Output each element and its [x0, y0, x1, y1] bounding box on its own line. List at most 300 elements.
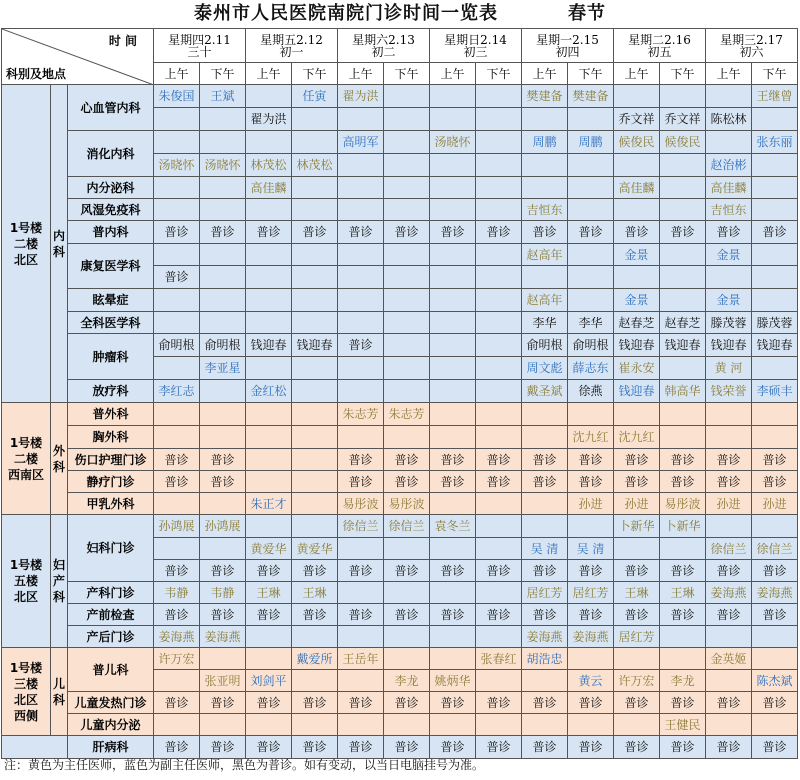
doctor-cell	[384, 582, 430, 604]
doctor-cell	[292, 493, 338, 515]
am-header: 上午	[246, 63, 292, 85]
doctor-cell: 普诊	[706, 604, 752, 626]
doctor-cell	[660, 626, 706, 648]
doctor-cell: 普诊	[568, 604, 614, 626]
doctor-cell: 普诊	[614, 560, 660, 582]
doctor-cell: 普诊	[200, 736, 246, 759]
dept-cell: 消化内科	[68, 131, 154, 177]
doctor-cell: 普诊	[476, 604, 522, 626]
schedule-row	[2, 131, 798, 154]
doctor-cell	[338, 244, 384, 266]
doctor-cell	[752, 626, 798, 648]
doctor-cell	[246, 266, 292, 289]
schedule-row	[2, 493, 798, 515]
doctor-cell	[522, 177, 568, 199]
doctor-cell	[476, 334, 522, 357]
doctor-cell: 普诊	[384, 449, 430, 471]
doctor-cell	[384, 131, 430, 154]
doctor-cell	[752, 357, 798, 380]
schedule-row	[2, 515, 798, 538]
doctor-cell: 金红松	[246, 380, 292, 403]
dept-cell: 眩晕症	[68, 289, 154, 312]
am-header: 上午	[338, 63, 384, 85]
doctor-cell	[200, 131, 246, 154]
doctor-cell: 黄云	[568, 670, 614, 692]
doctor-cell: 普诊	[522, 449, 568, 471]
doctor-cell	[752, 289, 798, 312]
doctor-cell: 钱迎春	[660, 334, 706, 357]
doctor-cell	[706, 714, 752, 736]
doctor-cell	[568, 199, 614, 221]
weekday-label: 星期四2.11	[168, 32, 231, 47]
doctor-cell: 韦静	[200, 582, 246, 604]
doctor-cell: 李亚星	[200, 357, 246, 380]
schedule-row	[2, 714, 798, 736]
doctor-cell: 普诊	[660, 604, 706, 626]
doctor-cell: 普诊	[338, 221, 384, 244]
doctor-cell	[154, 426, 200, 449]
lunar-label: 初四	[555, 44, 580, 59]
doctor-cell	[660, 426, 706, 449]
doctor-cell	[384, 380, 430, 403]
dept-cell: 儿童内分泌	[68, 714, 154, 736]
time-label: 时 间	[108, 34, 137, 48]
schedule-row	[2, 312, 798, 334]
doctor-cell	[476, 582, 522, 604]
doctor-cell	[384, 648, 430, 670]
doctor-cell	[752, 244, 798, 266]
doctor-cell: 普诊	[476, 471, 522, 493]
dept-cell: 甲乳外科	[68, 493, 154, 515]
am-header: 上午	[154, 63, 200, 85]
doctor-cell	[476, 289, 522, 312]
schedule-row	[2, 648, 798, 670]
doctor-cell	[154, 131, 200, 154]
footer-note: 注：黄色为主任医师，蓝色为副主任医师，黑色为普诊。如有变动，以当日电脑挂号为准。	[4, 758, 485, 772]
doctor-cell	[292, 131, 338, 154]
doctor-cell	[752, 648, 798, 670]
doctor-cell: 金景	[706, 289, 752, 312]
dept-cell: 普儿科	[68, 648, 154, 692]
doctor-cell: 普诊	[430, 692, 476, 714]
doctor-cell	[430, 312, 476, 334]
doctor-cell	[660, 85, 706, 108]
doctor-cell	[292, 380, 338, 403]
doctor-cell	[476, 515, 522, 538]
dept-cell: 普内科	[68, 221, 154, 244]
doctor-cell: 樊建备	[568, 85, 614, 108]
doctor-cell: 高佳麟	[706, 177, 752, 199]
doctor-cell	[384, 85, 430, 108]
doctor-cell: 普诊	[568, 560, 614, 582]
doctor-cell: 赵高年	[522, 244, 568, 266]
building-cell: 1号楼 三楼 北区 西侧	[2, 648, 51, 736]
doctor-cell: 戴圣斌	[522, 380, 568, 403]
doctor-cell: 樊建备	[522, 85, 568, 108]
doctor-cell: 普诊	[292, 560, 338, 582]
doctor-cell	[752, 199, 798, 221]
doctor-cell: 普诊	[384, 604, 430, 626]
schedule-row	[2, 380, 798, 403]
doctor-cell: 崔永安	[614, 357, 660, 380]
doctor-cell	[568, 177, 614, 199]
weekday-label: 星期二2.16	[628, 32, 691, 47]
schedule-row	[2, 199, 798, 221]
doctor-cell: 孙进	[752, 493, 798, 515]
doctor-cell: 王琳	[660, 582, 706, 604]
doctor-cell: 普诊	[660, 449, 706, 471]
doctor-cell	[200, 199, 246, 221]
doctor-cell	[706, 266, 752, 289]
doctor-cell	[430, 493, 476, 515]
dept-cell: 产前检查	[68, 604, 154, 626]
doctor-cell	[292, 357, 338, 380]
dept-cell: 放疗科	[68, 380, 154, 403]
doctor-cell	[476, 626, 522, 648]
doctor-cell: 孙进	[614, 493, 660, 515]
doctor-cell: 吴 清	[568, 538, 614, 560]
doctor-cell	[476, 493, 522, 515]
doctor-cell	[568, 108, 614, 131]
doctor-cell: 刘剑平	[246, 670, 292, 692]
doctor-cell	[568, 154, 614, 177]
lunar-label: 初六	[739, 44, 764, 59]
doctor-cell	[430, 403, 476, 426]
doctor-cell: 滕茂蓉	[706, 312, 752, 334]
doctor-cell: 许万宏	[614, 670, 660, 692]
doctor-cell	[476, 538, 522, 560]
doctor-cell: 徐信兰	[706, 538, 752, 560]
doctor-cell: 韦静	[154, 582, 200, 604]
doctor-cell: 陈松林	[706, 108, 752, 131]
doctor-cell	[660, 244, 706, 266]
doctor-cell	[476, 266, 522, 289]
doctor-cell	[200, 426, 246, 449]
doctor-cell: 普诊	[246, 560, 292, 582]
lunar-label: 初一	[279, 44, 304, 59]
doctor-cell: 普诊	[476, 449, 522, 471]
schedule-row	[2, 177, 798, 199]
doctor-cell	[476, 312, 522, 334]
doctor-cell: 普诊	[752, 692, 798, 714]
doctor-cell: 普诊	[430, 221, 476, 244]
doctor-cell: 卜新华	[614, 515, 660, 538]
doctor-cell	[154, 289, 200, 312]
doctor-cell	[384, 426, 430, 449]
doctor-cell	[660, 266, 706, 289]
doctor-cell	[384, 289, 430, 312]
doctor-cell	[614, 714, 660, 736]
doctor-cell: 普诊	[568, 736, 614, 759]
doctor-cell	[154, 177, 200, 199]
doctor-cell: 普诊	[430, 449, 476, 471]
doctor-cell	[752, 426, 798, 449]
doctor-cell: 普诊	[200, 471, 246, 493]
doctor-cell: 普诊	[614, 736, 660, 759]
day-header	[522, 29, 614, 63]
doctor-cell	[384, 199, 430, 221]
schedule-row	[2, 85, 798, 108]
header-days-row	[2, 29, 798, 63]
doctor-cell	[154, 403, 200, 426]
lunar-label: 初五	[647, 44, 672, 59]
doctor-cell: 俞明根	[154, 334, 200, 357]
doctor-cell: 普诊	[706, 736, 752, 759]
doctor-cell: 普诊	[660, 560, 706, 582]
dept-cell: 伤口护理门诊	[68, 449, 154, 471]
doctor-cell: 普诊	[246, 221, 292, 244]
doctor-cell: 王琳	[292, 582, 338, 604]
doctor-cell: 普诊	[522, 604, 568, 626]
doctor-cell	[154, 312, 200, 334]
doctor-cell	[200, 714, 246, 736]
doctor-cell: 普诊	[660, 692, 706, 714]
doctor-cell: 沈九红	[614, 426, 660, 449]
doctor-cell: 易彤波	[338, 493, 384, 515]
dept-cell: 肝病科	[68, 736, 154, 759]
schedule-row	[2, 626, 798, 648]
schedule-row	[2, 582, 798, 604]
doctor-cell: 普诊	[660, 736, 706, 759]
doctor-cell: 普诊	[522, 736, 568, 759]
doctor-cell	[338, 289, 384, 312]
doctor-cell	[614, 403, 660, 426]
title-text: 泰州市人民医院南院门诊时间一览表	[194, 3, 498, 24]
doctor-cell	[292, 266, 338, 289]
doctor-cell: 徐信兰	[752, 538, 798, 560]
doctor-cell: 普诊	[246, 604, 292, 626]
doctor-cell: 袁冬兰	[430, 515, 476, 538]
doctor-cell	[246, 471, 292, 493]
doctor-cell	[430, 108, 476, 131]
category-cell: 儿 科	[51, 648, 68, 736]
doctor-cell	[338, 714, 384, 736]
doctor-cell: 普诊	[292, 221, 338, 244]
day-header	[154, 29, 246, 63]
doctor-cell: 翟为洪	[246, 108, 292, 131]
doctor-cell: 王琳	[614, 582, 660, 604]
doctor-cell	[154, 538, 200, 560]
doctor-cell	[660, 538, 706, 560]
doctor-cell	[292, 515, 338, 538]
doctor-cell: 普诊	[430, 471, 476, 493]
doctor-cell: 易彤波	[660, 493, 706, 515]
doctor-cell: 钱迎春	[614, 380, 660, 403]
doctor-cell: 普诊	[154, 471, 200, 493]
weekday-label: 星期五2.12	[260, 32, 323, 47]
doctor-cell	[292, 108, 338, 131]
doctor-cell: 姜海燕	[200, 626, 246, 648]
doctor-cell	[384, 312, 430, 334]
doctor-cell: 高明军	[338, 131, 384, 154]
doctor-cell	[384, 626, 430, 648]
doctor-cell: 汤晓怀	[154, 154, 200, 177]
doctor-cell: 普诊	[292, 736, 338, 759]
doctor-cell	[200, 538, 246, 560]
doctor-cell	[246, 85, 292, 108]
doctor-cell: 普诊	[430, 736, 476, 759]
doctor-cell: 孙进	[568, 493, 614, 515]
doctor-cell: 普诊	[246, 736, 292, 759]
doctor-cell: 钱迎春	[246, 334, 292, 357]
doctor-cell: 金景	[614, 289, 660, 312]
doctor-cell: 普诊	[292, 604, 338, 626]
doctor-cell	[522, 154, 568, 177]
pm-header: 下午	[752, 63, 798, 85]
doctor-cell: 普诊	[200, 692, 246, 714]
schedule-row	[2, 221, 798, 244]
doctor-cell	[338, 177, 384, 199]
doctor-cell: 普诊	[706, 449, 752, 471]
doctor-cell	[476, 244, 522, 266]
doctor-cell: 普诊	[430, 560, 476, 582]
doctor-cell: 姚炳华	[430, 670, 476, 692]
doctor-cell: 薛志东	[568, 357, 614, 380]
doctor-cell	[476, 670, 522, 692]
doctor-cell	[246, 312, 292, 334]
doctor-cell	[154, 199, 200, 221]
doctor-cell: 普诊	[522, 471, 568, 493]
festival-label: 春节	[568, 3, 606, 24]
doctor-cell: 徐信兰	[384, 515, 430, 538]
doctor-cell: 普诊	[154, 221, 200, 244]
doctor-cell	[338, 266, 384, 289]
doctor-cell: 周鹏	[522, 131, 568, 154]
doctor-cell	[338, 312, 384, 334]
doctor-cell	[292, 449, 338, 471]
doctor-cell: 普诊	[568, 449, 614, 471]
doctor-cell	[660, 289, 706, 312]
doctor-cell: 赵高年	[522, 289, 568, 312]
doctor-cell	[384, 334, 430, 357]
doctor-cell	[246, 626, 292, 648]
doctor-cell	[752, 266, 798, 289]
doctor-cell: 普诊	[660, 471, 706, 493]
pm-header: 下午	[476, 63, 522, 85]
doctor-cell	[752, 515, 798, 538]
doctor-cell	[522, 714, 568, 736]
doctor-cell: 普诊	[384, 736, 430, 759]
doctor-cell: 胡浩忠	[522, 648, 568, 670]
doctor-cell: 徐燕	[568, 380, 614, 403]
doctor-cell: 姜海燕	[522, 626, 568, 648]
doctor-cell	[476, 714, 522, 736]
doctor-cell: 普诊	[338, 736, 384, 759]
doctor-cell	[614, 266, 660, 289]
doctor-cell	[292, 177, 338, 199]
doctor-cell: 王健民	[660, 714, 706, 736]
doctor-cell: 钱迎春	[614, 334, 660, 357]
doctor-cell	[430, 582, 476, 604]
doctor-cell	[384, 108, 430, 131]
doctor-cell: 居红芳	[568, 582, 614, 604]
doctor-cell: 高佳麟	[246, 177, 292, 199]
doctor-cell: 高佳麟	[614, 177, 660, 199]
category-cell: 外 科	[51, 403, 68, 515]
doctor-cell: 赵春芝	[660, 312, 706, 334]
category-cell: 妇 产 科	[51, 515, 68, 648]
doctor-cell: 林茂松	[292, 154, 338, 177]
doctor-cell: 朱正才	[246, 493, 292, 515]
dept-cell: 全科医学科	[68, 312, 154, 334]
doctor-cell: 普诊	[476, 692, 522, 714]
dept-label: 科别及地点	[6, 67, 67, 81]
doctor-cell	[660, 648, 706, 670]
doctor-cell: 乔文祥	[614, 108, 660, 131]
schedule-row	[2, 426, 798, 449]
doctor-cell: 普诊	[706, 221, 752, 244]
doctor-cell	[752, 177, 798, 199]
doctor-cell	[338, 626, 384, 648]
doctor-cell	[752, 154, 798, 177]
doctor-cell: 王岳年	[338, 648, 384, 670]
doctor-cell	[246, 403, 292, 426]
doctor-cell	[568, 648, 614, 670]
doctor-cell: 许万宏	[154, 648, 200, 670]
dept-cell: 风湿免疫科	[68, 199, 154, 221]
doctor-cell	[430, 199, 476, 221]
dept-cell: 普外科	[68, 403, 154, 426]
doctor-cell	[246, 714, 292, 736]
doctor-cell	[154, 244, 200, 266]
doctor-cell	[154, 714, 200, 736]
doctor-cell: 候俊民	[614, 131, 660, 154]
page-title	[0, 0, 800, 28]
doctor-cell: 钱荣誉	[706, 380, 752, 403]
doctor-cell	[476, 177, 522, 199]
doctor-cell	[430, 266, 476, 289]
doctor-cell: 李华	[568, 312, 614, 334]
doctor-cell: 普诊	[752, 221, 798, 244]
doctor-cell	[292, 289, 338, 312]
doctor-cell: 朱志芳	[384, 403, 430, 426]
category-cell: 内 科	[51, 85, 68, 403]
doctor-cell	[154, 108, 200, 131]
doctor-cell: 普诊	[154, 736, 200, 759]
dept-cell: 心血管内科	[68, 85, 154, 131]
dept-cell: 静疗门诊	[68, 471, 154, 493]
schedule-row	[2, 289, 798, 312]
doctor-cell	[430, 334, 476, 357]
doctor-cell	[522, 670, 568, 692]
doctor-cell: 翟为洪	[338, 85, 384, 108]
doctor-cell: 沈九红	[568, 426, 614, 449]
doctor-cell: 周鹏	[568, 131, 614, 154]
doctor-cell	[660, 177, 706, 199]
doctor-cell	[568, 714, 614, 736]
doctor-cell: 普诊	[384, 692, 430, 714]
doctor-cell	[430, 244, 476, 266]
doctor-cell	[384, 714, 430, 736]
doctor-cell	[660, 154, 706, 177]
doctor-cell: 普诊	[568, 471, 614, 493]
doctor-cell	[476, 85, 522, 108]
doctor-cell: 孙鸿展	[200, 515, 246, 538]
doctor-cell	[154, 493, 200, 515]
dept-cell: 康复医学科	[68, 244, 154, 289]
doctor-cell	[292, 714, 338, 736]
schedule-row	[2, 692, 798, 714]
doctor-cell: 普诊	[522, 560, 568, 582]
doctor-cell: 普诊	[522, 221, 568, 244]
doctor-cell: 普诊	[200, 604, 246, 626]
doctor-cell: 普诊	[614, 604, 660, 626]
day-header	[430, 29, 522, 63]
doctor-cell: 李龙	[660, 670, 706, 692]
doctor-cell	[154, 357, 200, 380]
doctor-cell: 钱迎春	[292, 334, 338, 357]
doctor-cell: 普诊	[246, 692, 292, 714]
